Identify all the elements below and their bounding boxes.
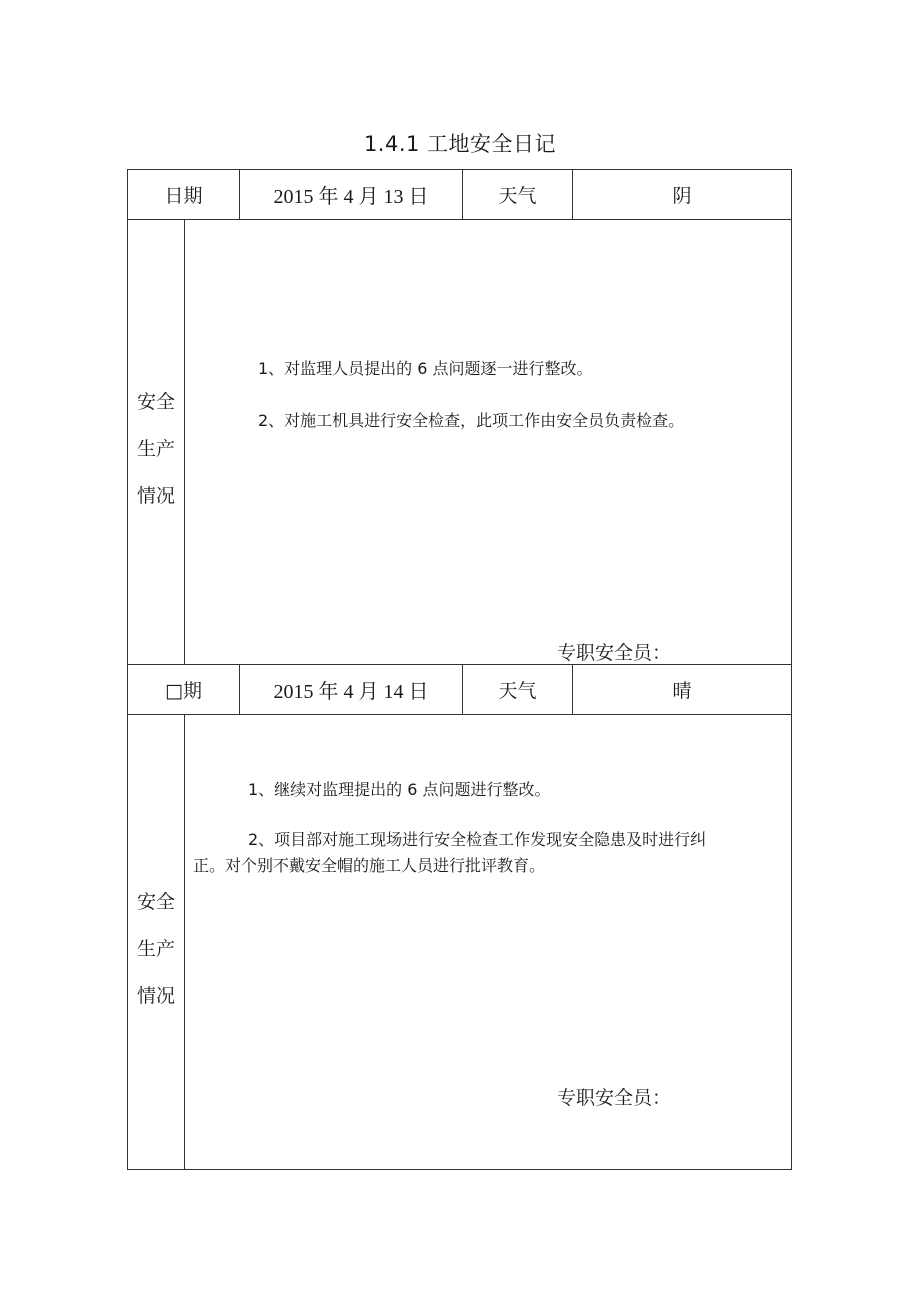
date-label: □期 bbox=[165, 680, 202, 702]
table-rule bbox=[184, 714, 185, 1170]
table-rule bbox=[127, 219, 792, 220]
safety-item: 1、对监理人员提出的 6 点问题逐一进行整改。 bbox=[258, 359, 593, 378]
section-label-line: 安全 bbox=[136, 891, 175, 913]
safety-item: 2、对施工机具进行安全检查，此项工作由安全员负责检查。 bbox=[258, 411, 685, 430]
page-title: 1.4.1 工地安全日记 bbox=[363, 132, 557, 156]
section-label-line: 情况 bbox=[136, 485, 175, 507]
weather-label: 天气 bbox=[498, 680, 537, 702]
section-label-line: 生产 bbox=[136, 438, 175, 460]
section-label-line: 情况 bbox=[136, 985, 175, 1007]
section-label bbox=[128, 879, 184, 1020]
safety-item: 1、继续对监理提出的 6 点问题进行整改。 bbox=[248, 780, 551, 799]
table-rule bbox=[184, 219, 185, 664]
section-label bbox=[128, 379, 184, 520]
safety-officer-signature: 专职安全员： bbox=[557, 642, 672, 664]
section-label-line: 生产 bbox=[136, 938, 175, 960]
weather-value: 晴 bbox=[672, 680, 692, 702]
section-label-line: 安全 bbox=[136, 391, 175, 413]
safety-item-continuation: 正。对个别不戴安全帽的施工人员进行批评教育。 bbox=[193, 856, 546, 875]
date-label: 日期 bbox=[164, 185, 203, 207]
date-value: 2015 年 4 月 13 日 bbox=[273, 186, 429, 208]
safety-officer-signature: 专职安全员： bbox=[557, 1087, 672, 1109]
weather-value: 阴 bbox=[672, 185, 692, 207]
table-rule bbox=[127, 714, 792, 715]
date-value: 2015 年 4 月 14 日 bbox=[273, 681, 429, 703]
weather-label: 天气 bbox=[498, 185, 537, 207]
safety-item: 2、项目部对施工现场进行安全检查工作发现安全隐患及时进行纠 bbox=[248, 830, 707, 849]
